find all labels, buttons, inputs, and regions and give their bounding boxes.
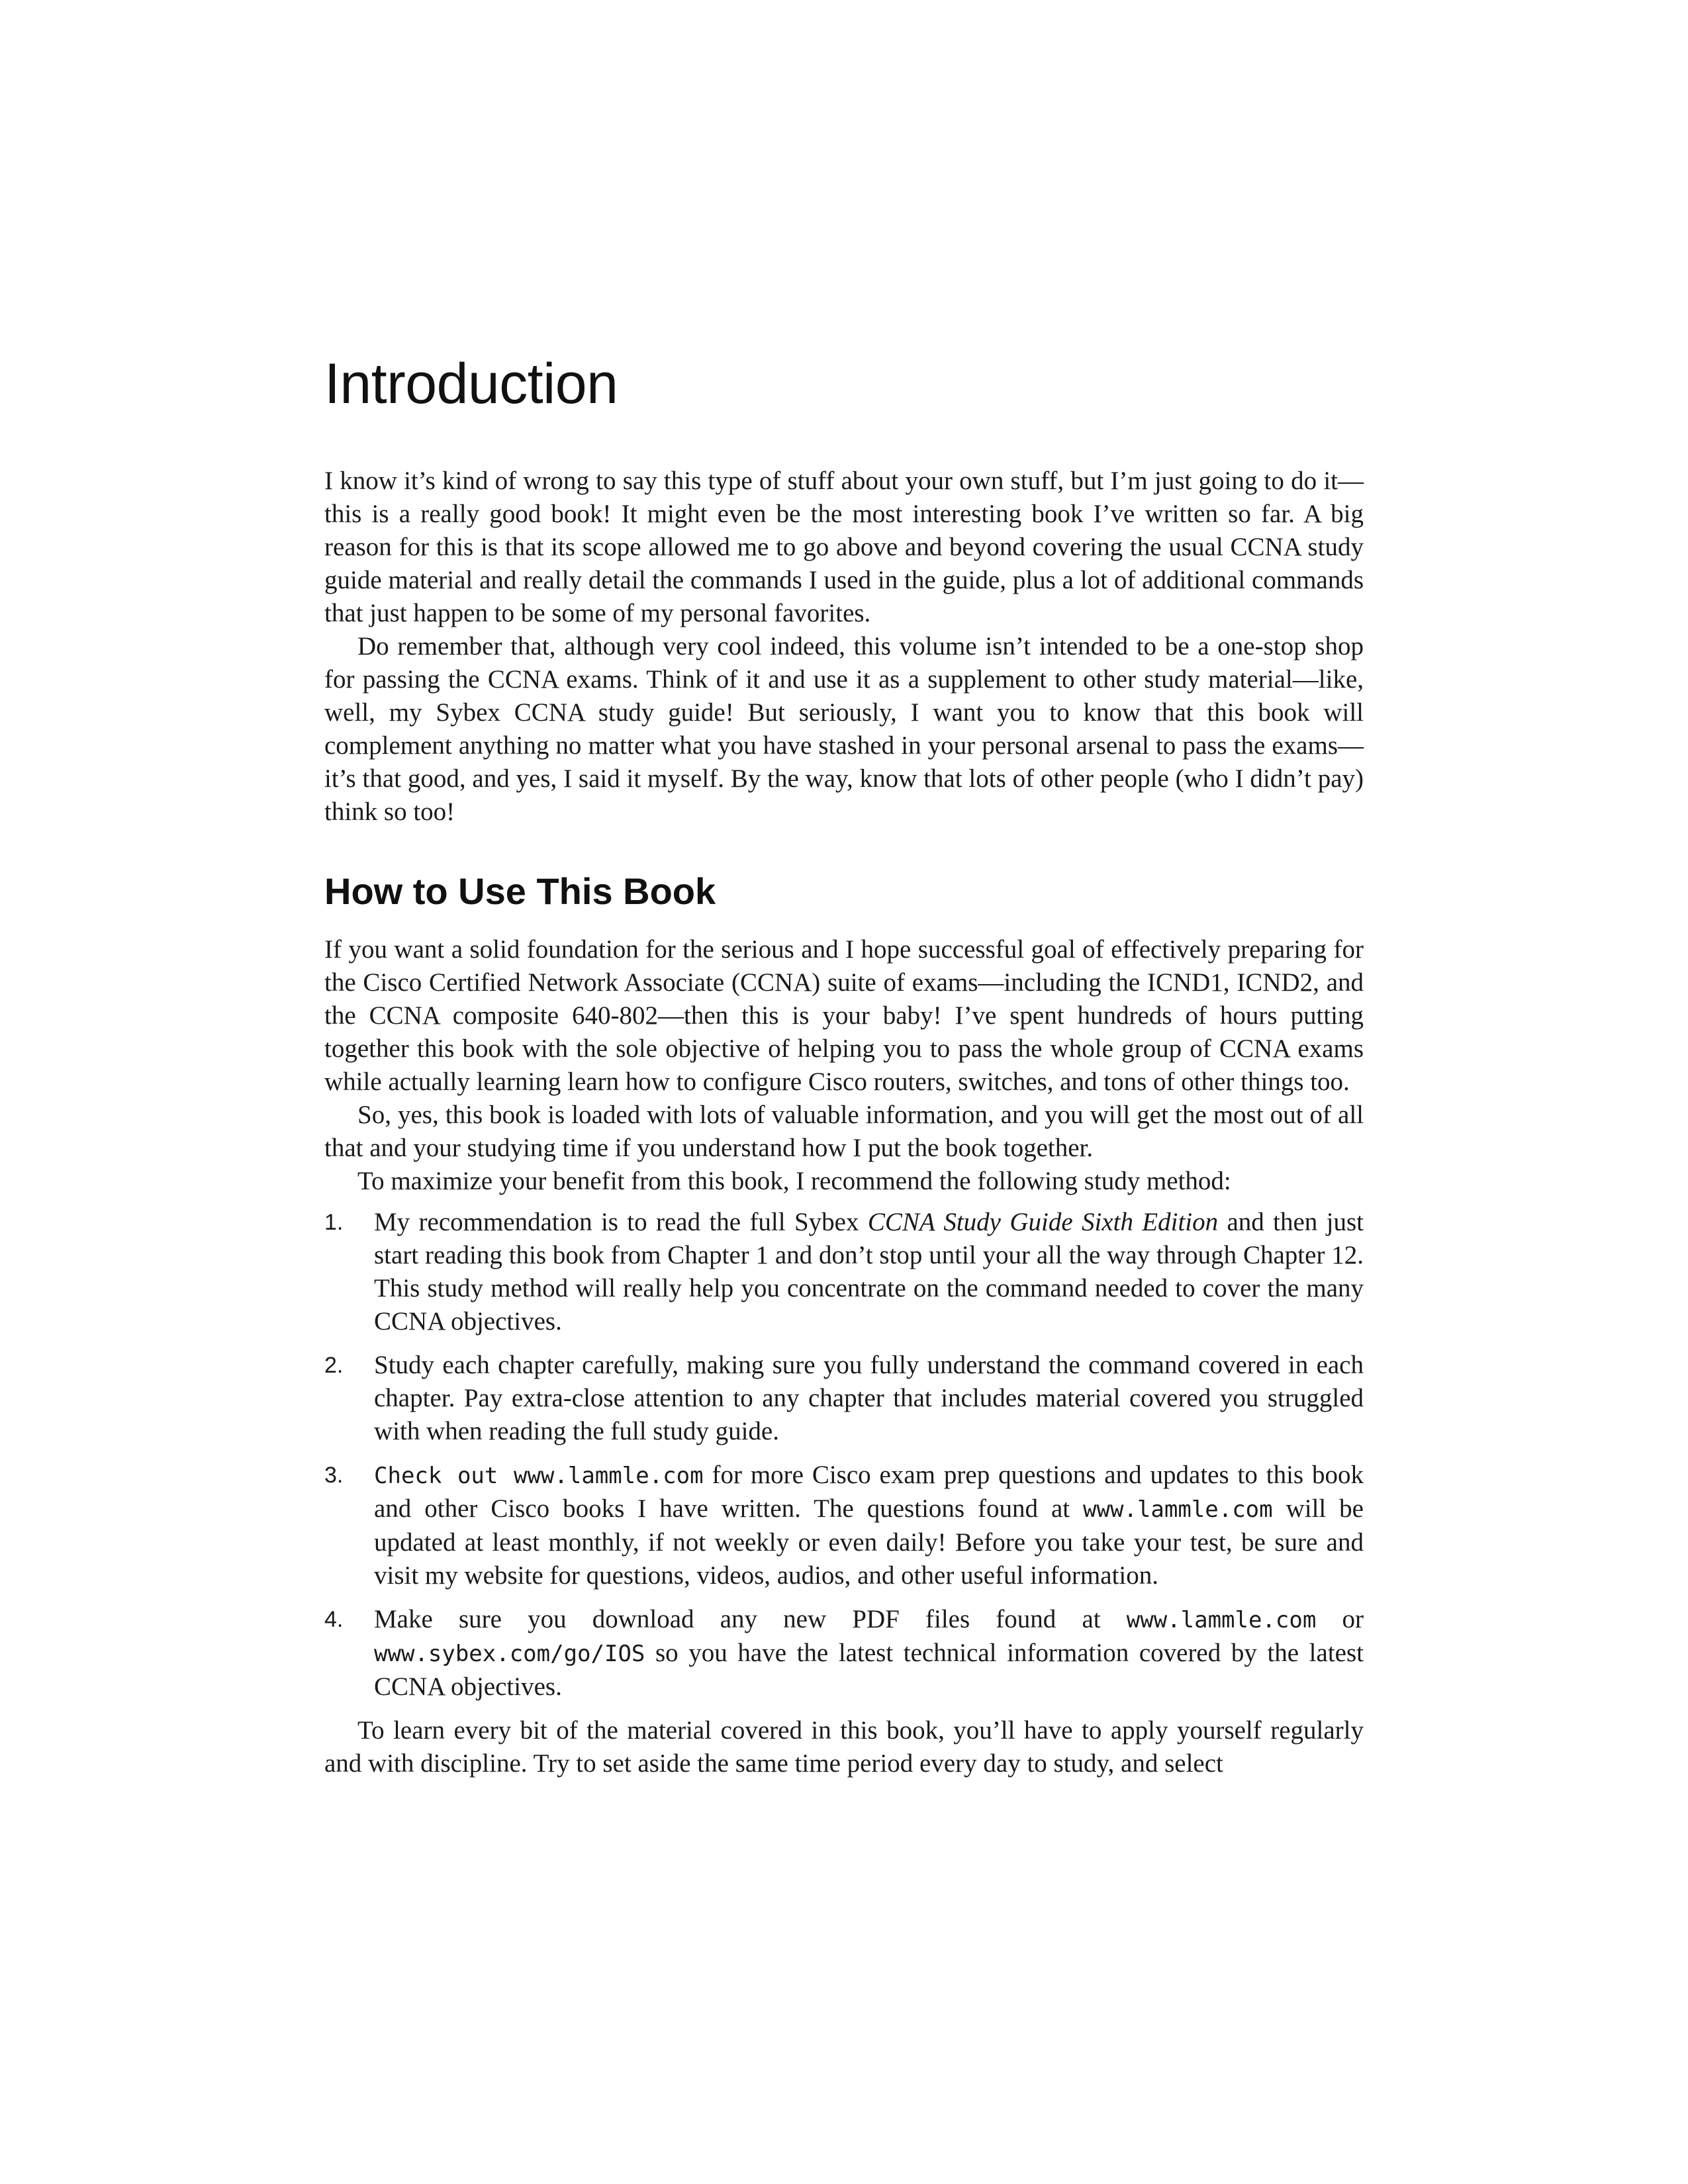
list-text: or <box>1316 1605 1364 1633</box>
list-text: for more Cisco exam prep questions and updates to this book and other Cisco books I have written. The questions found at <box>374 1461 1364 1523</box>
list-text: Study each chapter carefully, making sure you fully understand the command covered in each chapter. Pay extra-close attention to any chapter that includes material covered you struggled with when reading the full study guide. <box>374 1351 1364 1445</box>
website-link[interactable]: www.lammle.com <box>1126 1607 1317 1633</box>
website-link[interactable]: www.sybex.com/go/IOS <box>374 1641 645 1667</box>
list-text: so you have the latest technical information covered by the latest CCNA objectives. <box>374 1639 1364 1701</box>
list-number: 1. <box>324 1210 344 1235</box>
list-text: My recommendation is to read the full Sybex <box>374 1208 868 1236</box>
intro-paragraph-2: Do remember that, although very cool indeed, this volume isn’t intended to be a one-stop shop for passing the CCNA exams. Think of it and use it as a supplement to other study material—like, well, my Sybex CCNA study guide! But seriously, I want you to know that this book will complement anything no matter what you have stashed in your personal arsenal to pass the exams—it’s that good, and yes, I said it myself. By the way, know that lots of other people (who I didn’t pay) think so too! <box>324 632 1364 826</box>
list-text: and then just start reading this book from Chapter 1 and don’t stop until your all the way through Chapter 12. This study method will really help you concentrate on the command needed to cover the many CCNA objectives. <box>374 1208 1364 1336</box>
website-link[interactable]: www.lammle.com <box>1083 1496 1273 1523</box>
section-heading: How to Use This Book <box>324 870 716 912</box>
website-link[interactable]: Check out www.lammle.com <box>374 1463 704 1489</box>
study-method-list <box>324 1206 1364 1704</box>
page-content <box>324 351 1364 1780</box>
section-paragraph-3: To maximize your benefit from this book, I recommend the following study method: <box>357 1167 1231 1195</box>
list-number: 2. <box>324 1353 344 1378</box>
list-text: will be updated at least monthly, if not weekly or even daily! Before you take your test, be sure and visit my website for questions, videos, audios, and other useful information. <box>374 1494 1364 1590</box>
list-item <box>324 1459 1364 1592</box>
list-item <box>324 1206 1364 1338</box>
list-item <box>324 1349 1364 1448</box>
intro-paragraph-1: I know it’s kind of wrong to say this type of stuff about your own stuff, but I’m just going to do it—this is a really good book! It might even be the most interesting book I’ve written so far. A big reason for this is that its scope allowed me to go above and beyond covering the usual CCNA study guide material and really detail the commands I used in the guide, plus a lot of additional commands that just happen to be some of my personal favorites. <box>324 467 1364 627</box>
list-number: 3. <box>324 1463 344 1488</box>
chapter-title: Introduction <box>324 352 618 416</box>
book-title: CCNA Study Guide Sixth Edition <box>867 1208 1219 1236</box>
section-paragraph-1: If you want a solid foundation for the serious and I hope successful goal of effectively preparing for the Cisco Certified Network Associate (CCNA) suite of exams—including the ICND1, ICND2, and the CCNA composite 640-802—then this is your baby! I’ve spent hundreds of hours putting together this book with the sole objective of helping you to pass the whole group of CCNA exams while actually learning learn how to configure Cisco routers, switches, and tons of other things too. <box>324 935 1364 1096</box>
list-number: 4. <box>324 1607 344 1632</box>
list-text: Make sure you download any new PDF files found at <box>374 1605 1127 1633</box>
section-paragraph-4: To learn every bit of the material covered in this book, you’ll have to apply yourself regularly and with discipline. Try to set aside the same time period every day to study, and select <box>324 1716 1364 1778</box>
list-item <box>324 1603 1364 1704</box>
section-paragraph-2: So, yes, this book is loaded with lots of valuable information, and you will get the most out of all that and your studying time if you understand how I put the book together. <box>324 1101 1364 1162</box>
